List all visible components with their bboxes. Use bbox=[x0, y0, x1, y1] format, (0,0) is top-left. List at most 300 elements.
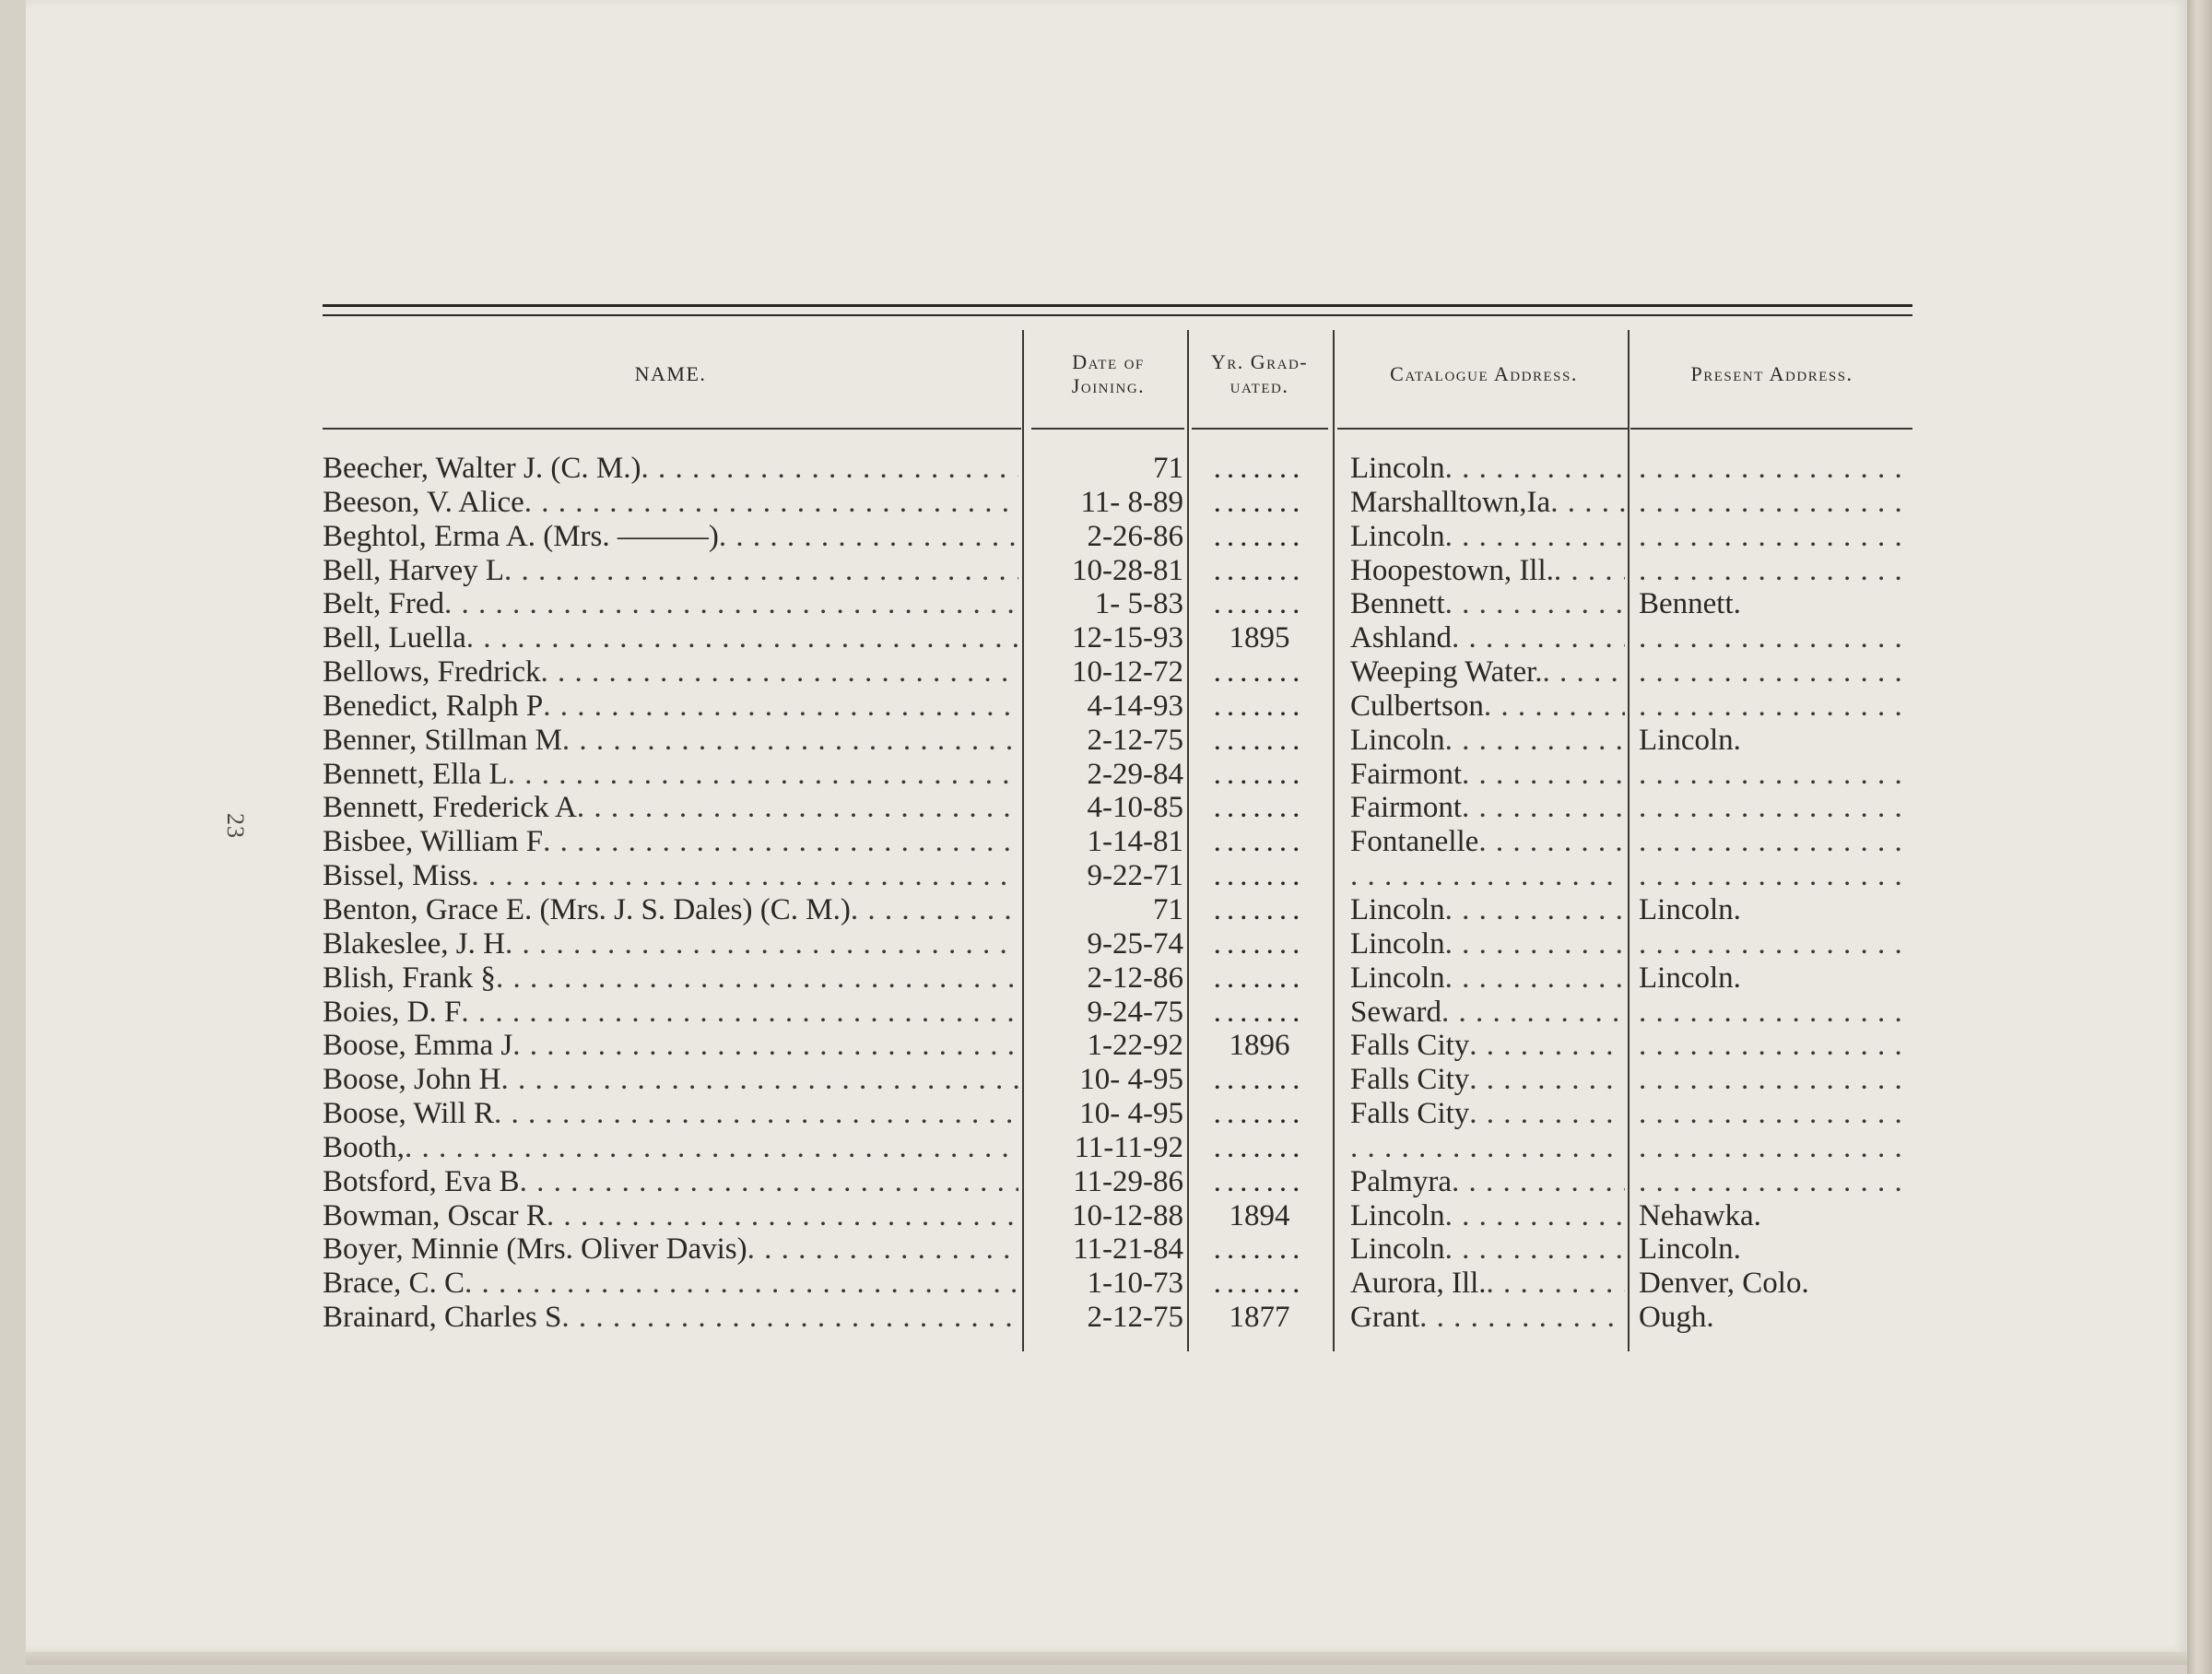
leader-dots bbox=[471, 859, 1018, 892]
cell-name bbox=[323, 859, 1018, 892]
grad-empty-dots: ....... bbox=[1213, 553, 1306, 587]
cell-present bbox=[1639, 1029, 1912, 1062]
cell-present bbox=[1639, 554, 1912, 587]
leader-dots bbox=[1639, 1097, 1912, 1130]
cell-date-text: 2-29-84 bbox=[1087, 757, 1183, 791]
cell-grad bbox=[1192, 724, 1327, 757]
cell-present bbox=[1639, 859, 1912, 892]
leader-dots bbox=[547, 1199, 1018, 1232]
grad-empty-dots: ....... bbox=[1213, 1164, 1306, 1198]
table-body bbox=[323, 452, 1912, 1335]
leader-dots bbox=[504, 554, 1018, 587]
leader-dots bbox=[1639, 1165, 1912, 1198]
cell-grad bbox=[1192, 927, 1327, 961]
cell-catalogue bbox=[1350, 996, 1625, 1029]
member-table bbox=[323, 304, 1912, 1335]
grad-empty-dots: ....... bbox=[1213, 825, 1306, 859]
leader-dots bbox=[508, 758, 1018, 791]
cell-date-text: 12-15-93 bbox=[1072, 621, 1183, 655]
cell-present-text: Nehawka. bbox=[1639, 1198, 1761, 1232]
cell-name bbox=[323, 1199, 1018, 1232]
cell-present bbox=[1639, 486, 1912, 519]
cell-grad bbox=[1192, 1063, 1327, 1096]
cell-name bbox=[323, 520, 1018, 553]
grad-empty-dots: ....... bbox=[1213, 1267, 1306, 1301]
leader-dots bbox=[540, 655, 1018, 689]
cell-name-text: Bissel, Miss bbox=[323, 859, 472, 893]
cell-date-text: 11-29-86 bbox=[1073, 1164, 1183, 1198]
cell-present bbox=[1639, 791, 1912, 824]
leader-dots bbox=[1639, 655, 1912, 689]
grad-empty-dots: ....... bbox=[1213, 723, 1306, 757]
cell-catalogue bbox=[1350, 690, 1625, 723]
cell-catalogue-text: Lincoln bbox=[1350, 961, 1445, 995]
cell-name-text: Boies, D. F bbox=[323, 995, 462, 1029]
cell-date bbox=[1033, 1199, 1183, 1232]
cell-grad-text: 1896 bbox=[1229, 1029, 1290, 1063]
leader-dots bbox=[1462, 791, 1625, 824]
cell-catalogue-text: Lincoln bbox=[1350, 1198, 1445, 1232]
cell-date-text: 9-24-75 bbox=[1087, 995, 1183, 1029]
leader-dots bbox=[851, 893, 1018, 926]
table-row bbox=[323, 452, 1912, 486]
grad-empty-dots: ....... bbox=[1213, 587, 1306, 621]
table-row bbox=[323, 1063, 1912, 1097]
cell-name bbox=[323, 655, 1018, 689]
cell-grad bbox=[1192, 520, 1327, 553]
cell-present bbox=[1639, 1199, 1912, 1232]
cell-catalogue-text: Grant bbox=[1350, 1301, 1420, 1335]
leader-dots bbox=[561, 1301, 1018, 1334]
leader-dots bbox=[1639, 791, 1912, 824]
cell-name-text: Blish, Frank § bbox=[323, 961, 496, 995]
cell-catalogue-text: Lincoln bbox=[1350, 1232, 1445, 1267]
cell-name bbox=[323, 927, 1018, 961]
table-row bbox=[323, 1097, 1912, 1131]
leader-dots bbox=[641, 452, 1018, 485]
cell-name-text: Brace, C. C bbox=[323, 1267, 465, 1301]
leader-dots bbox=[520, 1165, 1018, 1198]
cell-date-text: 4-10-85 bbox=[1087, 791, 1183, 825]
leader-dots bbox=[465, 1267, 1018, 1300]
cell-catalogue-text: Lincoln bbox=[1350, 519, 1445, 553]
cell-catalogue bbox=[1350, 452, 1625, 485]
cell-date-text: 11-21-84 bbox=[1073, 1232, 1183, 1267]
cell-date bbox=[1033, 621, 1183, 654]
cell-date bbox=[1033, 825, 1183, 858]
header-underline-date bbox=[1031, 428, 1184, 430]
header-grad-line1: Yr. Grad- bbox=[1210, 350, 1309, 373]
cell-grad bbox=[1192, 1131, 1327, 1164]
cell-name bbox=[323, 1097, 1018, 1130]
cell-catalogue-text: Fairmont bbox=[1350, 757, 1462, 791]
cell-catalogue bbox=[1350, 1029, 1625, 1062]
leader-dots bbox=[524, 486, 1018, 519]
leader-dots bbox=[1550, 486, 1625, 519]
leader-dots bbox=[719, 520, 1018, 553]
cell-name-text: Boose, John H bbox=[323, 1063, 501, 1097]
cell-date-text: 2-12-75 bbox=[1087, 723, 1183, 757]
cell-catalogue-text: Hoopestown, Ill. bbox=[1350, 553, 1554, 587]
leader-dots bbox=[1445, 1199, 1625, 1232]
cell-catalogue bbox=[1350, 825, 1625, 858]
cell-catalogue-text: Bennett bbox=[1350, 587, 1445, 621]
table-row bbox=[323, 1165, 1912, 1199]
cell-date-text: 11- 8-89 bbox=[1080, 485, 1183, 519]
leader-dots bbox=[1639, 996, 1912, 1029]
cell-catalogue bbox=[1350, 587, 1625, 620]
cell-catalogue bbox=[1350, 1232, 1625, 1266]
cell-name-text: Benton, Grace E. (Mrs. J. S. Dales) (C. M.) bbox=[323, 892, 851, 926]
header-present-label: Present Address. bbox=[1690, 362, 1853, 385]
cell-catalogue bbox=[1350, 758, 1625, 791]
table-row bbox=[323, 825, 1912, 859]
grad-empty-dots: ....... bbox=[1213, 485, 1306, 519]
header-name bbox=[323, 316, 1018, 432]
cell-grad bbox=[1192, 859, 1327, 892]
cell-name bbox=[323, 1267, 1018, 1300]
cell-date bbox=[1033, 961, 1183, 995]
grad-empty-dots: ....... bbox=[1213, 1063, 1306, 1097]
table-row bbox=[323, 1131, 1912, 1165]
cell-present bbox=[1639, 825, 1912, 858]
cell-date bbox=[1033, 554, 1183, 587]
cell-date bbox=[1033, 690, 1183, 723]
cell-name bbox=[323, 1301, 1018, 1334]
leader-dots bbox=[1469, 1029, 1625, 1062]
cell-name bbox=[323, 452, 1018, 485]
cell-date bbox=[1033, 1232, 1183, 1266]
cell-date-text: 10-12-72 bbox=[1072, 655, 1183, 690]
leader-dots bbox=[1419, 1301, 1625, 1334]
cell-name-text: Bellows, Fredrick bbox=[323, 655, 541, 690]
grad-empty-dots: ....... bbox=[1213, 1097, 1306, 1131]
leader-dots bbox=[1639, 520, 1912, 553]
cell-grad bbox=[1192, 655, 1327, 689]
header-date-line2: Joining. bbox=[1071, 374, 1146, 397]
leader-dots bbox=[1469, 1063, 1625, 1096]
grad-empty-dots: ....... bbox=[1213, 926, 1306, 961]
cell-name-text: Bennett, Ella L bbox=[323, 757, 508, 791]
header-grad-line2: uated. bbox=[1230, 374, 1289, 397]
cell-catalogue bbox=[1350, 554, 1625, 587]
grad-empty-dots: ....... bbox=[1213, 892, 1306, 926]
leader-dots bbox=[1445, 452, 1625, 485]
cell-name bbox=[323, 1232, 1018, 1266]
grad-empty-dots: ....... bbox=[1213, 757, 1306, 791]
cell-grad bbox=[1192, 758, 1327, 791]
leader-dots bbox=[505, 927, 1018, 961]
cell-date bbox=[1033, 724, 1183, 757]
cell-date bbox=[1033, 1063, 1183, 1096]
leader-dots bbox=[1484, 690, 1625, 723]
cell-catalogue-text: Lincoln bbox=[1350, 452, 1445, 485]
cell-grad bbox=[1192, 825, 1327, 858]
table-row bbox=[323, 520, 1912, 554]
cell-catalogue bbox=[1350, 1301, 1625, 1334]
cell-name-text: Booth, bbox=[323, 1130, 405, 1164]
cell-present bbox=[1639, 655, 1912, 689]
cell-name bbox=[323, 486, 1018, 519]
table-row bbox=[323, 1199, 1912, 1233]
header-date bbox=[1033, 316, 1183, 432]
header-present bbox=[1631, 316, 1912, 432]
leader-dots bbox=[1639, 554, 1912, 587]
cell-present bbox=[1639, 1063, 1912, 1096]
cell-name-text: Boyer, Minnie (Mrs. Oliver Davis) bbox=[323, 1232, 747, 1267]
cell-catalogue bbox=[1350, 520, 1625, 553]
cell-grad bbox=[1192, 587, 1327, 620]
cell-catalogue-text: Falls City bbox=[1350, 1063, 1470, 1097]
cell-catalogue-text: Lincoln bbox=[1350, 926, 1445, 961]
cell-grad bbox=[1192, 1301, 1327, 1334]
table-row bbox=[323, 724, 1912, 758]
leader-dots bbox=[496, 961, 1018, 995]
header-date-line1: Date of bbox=[1072, 350, 1145, 373]
leader-dots bbox=[1469, 1097, 1625, 1130]
cell-name bbox=[323, 961, 1018, 995]
cell-name bbox=[323, 996, 1018, 1029]
cell-date-text: 10-28-81 bbox=[1072, 553, 1183, 587]
leader-dots bbox=[1639, 621, 1912, 654]
leader-dots bbox=[747, 1232, 1018, 1266]
cell-present bbox=[1639, 1267, 1912, 1300]
cell-catalogue-text: Palmyra bbox=[1350, 1164, 1452, 1198]
cell-grad bbox=[1192, 996, 1327, 1029]
cell-present bbox=[1639, 1097, 1912, 1130]
cell-present-text: Lincoln. bbox=[1639, 723, 1741, 757]
leader-dots bbox=[1639, 1029, 1912, 1062]
cell-name bbox=[323, 825, 1018, 858]
grad-empty-dots: ....... bbox=[1213, 791, 1306, 825]
cell-name bbox=[323, 587, 1018, 620]
cell-present bbox=[1639, 996, 1912, 1029]
page-edge bbox=[26, 1652, 2187, 1665]
leader-dots bbox=[1639, 452, 1912, 485]
page-number: 23 bbox=[222, 813, 249, 839]
leader-dots bbox=[1445, 1232, 1625, 1266]
cell-date bbox=[1033, 996, 1183, 1029]
cell-catalogue bbox=[1350, 893, 1625, 926]
cell-grad-text: 1877 bbox=[1229, 1301, 1290, 1335]
leader-dots bbox=[1639, 859, 1912, 892]
cell-present-text: Bennett. bbox=[1639, 587, 1741, 621]
header-grad bbox=[1192, 316, 1327, 432]
cell-date-text: 9-25-74 bbox=[1087, 926, 1183, 961]
cell-grad bbox=[1192, 486, 1327, 519]
leader-dots bbox=[1639, 1063, 1912, 1096]
cell-grad bbox=[1192, 621, 1327, 654]
cell-grad bbox=[1192, 452, 1327, 485]
cell-catalogue-text: Aurora, Ill. bbox=[1350, 1267, 1487, 1301]
cell-date bbox=[1033, 1029, 1183, 1062]
cell-present bbox=[1639, 621, 1912, 654]
cell-grad bbox=[1192, 1267, 1327, 1300]
cell-present bbox=[1639, 587, 1912, 620]
grad-empty-dots: ....... bbox=[1213, 452, 1306, 485]
cell-grad-text: 1895 bbox=[1229, 621, 1290, 655]
leader-dots bbox=[543, 825, 1018, 858]
cell-present bbox=[1639, 1232, 1912, 1266]
cell-name bbox=[323, 554, 1018, 587]
cell-name-text: Brainard, Charles S bbox=[323, 1301, 562, 1335]
cell-name bbox=[323, 690, 1018, 723]
cell-catalogue bbox=[1350, 1165, 1625, 1198]
table-top-rule bbox=[323, 304, 1912, 307]
cell-present bbox=[1639, 1165, 1912, 1198]
leader-dots bbox=[1445, 961, 1625, 995]
leader-dots bbox=[1639, 690, 1912, 723]
cell-date bbox=[1033, 452, 1183, 485]
leader-dots bbox=[500, 1063, 1018, 1096]
cell-date-text: 1-10-73 bbox=[1087, 1267, 1183, 1301]
cell-present bbox=[1639, 1131, 1912, 1164]
cell-grad bbox=[1192, 1199, 1327, 1232]
grad-empty-dots: ....... bbox=[1213, 995, 1306, 1029]
leader-dots bbox=[577, 791, 1018, 824]
cell-date bbox=[1033, 927, 1183, 961]
grad-empty-dots: ....... bbox=[1213, 655, 1306, 690]
cell-date-text: 71 bbox=[1153, 452, 1183, 485]
cell-name-text: Blakeslee, J. H bbox=[323, 926, 505, 961]
table-row bbox=[323, 1029, 1912, 1063]
leader-dots bbox=[1554, 554, 1625, 587]
header-name-label: NAME. bbox=[634, 362, 707, 385]
table-row bbox=[323, 758, 1912, 792]
leader-dots bbox=[1350, 1131, 1625, 1164]
cell-date-text: 2-12-86 bbox=[1087, 961, 1183, 995]
cell-catalogue-text: Seward bbox=[1350, 995, 1441, 1029]
cell-date-text: 10-12-88 bbox=[1072, 1198, 1183, 1232]
leader-dots bbox=[1452, 621, 1625, 654]
table-row bbox=[323, 961, 1912, 996]
header-underline-catalogue bbox=[1337, 428, 1628, 430]
cell-name-text: Boose, Will R bbox=[323, 1097, 494, 1131]
cell-name bbox=[323, 621, 1018, 654]
leader-dots bbox=[1487, 1267, 1625, 1300]
cell-name-text: Bowman, Oscar R bbox=[323, 1198, 547, 1232]
cell-name-text: Beecher, Walter J. (C. M.) bbox=[323, 452, 641, 485]
leader-dots bbox=[562, 724, 1018, 757]
book-spine bbox=[2187, 0, 2212, 1674]
cell-grad bbox=[1192, 791, 1327, 824]
cell-name bbox=[323, 1063, 1018, 1096]
table-row bbox=[323, 486, 1912, 520]
grad-empty-dots: ....... bbox=[1213, 859, 1306, 893]
cell-date bbox=[1033, 486, 1183, 519]
cell-catalogue bbox=[1350, 655, 1625, 689]
leader-dots bbox=[405, 1131, 1018, 1164]
leader-dots bbox=[512, 1029, 1018, 1062]
cell-name-text: Bisbee, William F bbox=[323, 825, 544, 859]
cell-catalogue bbox=[1350, 1267, 1625, 1300]
cell-date-text: 2-26-86 bbox=[1087, 519, 1183, 553]
cell-grad-text: 1894 bbox=[1229, 1198, 1290, 1232]
header-underline-present bbox=[1630, 428, 1912, 430]
table-row bbox=[323, 554, 1912, 588]
header-catalogue bbox=[1336, 316, 1631, 432]
cell-date-text: 1-14-81 bbox=[1087, 825, 1183, 859]
leader-dots bbox=[1452, 1165, 1625, 1198]
table-row bbox=[323, 893, 1912, 927]
leader-dots bbox=[1639, 1131, 1912, 1164]
leader-dots bbox=[1350, 859, 1625, 892]
cell-catalogue bbox=[1350, 927, 1625, 961]
cell-date-text: 10- 4-95 bbox=[1079, 1063, 1183, 1097]
grad-empty-dots: ....... bbox=[1213, 689, 1306, 723]
cell-date bbox=[1033, 758, 1183, 791]
cell-catalogue-text: Fontanelle bbox=[1350, 825, 1479, 859]
cell-catalogue-text: Lincoln bbox=[1350, 723, 1445, 757]
cell-name-text: Benedict, Ralph P bbox=[323, 689, 544, 723]
cell-present bbox=[1639, 927, 1912, 961]
cell-date bbox=[1033, 587, 1183, 620]
cell-name-text: Benner, Stillman M bbox=[323, 723, 562, 757]
cell-date bbox=[1033, 1301, 1183, 1334]
cell-date bbox=[1033, 1097, 1183, 1130]
cell-name-text: Bell, Harvey L bbox=[323, 553, 505, 587]
cell-present bbox=[1639, 520, 1912, 553]
leader-dots bbox=[1445, 587, 1625, 620]
table-row bbox=[323, 791, 1912, 825]
cell-date-text: 10- 4-95 bbox=[1079, 1097, 1183, 1131]
cell-date bbox=[1033, 520, 1183, 553]
cell-name bbox=[323, 758, 1018, 791]
cell-catalogue-text: Fairmont bbox=[1350, 791, 1462, 825]
header-underline-name bbox=[323, 428, 1021, 430]
cell-name bbox=[323, 791, 1018, 824]
cell-catalogue-text: Weeping Water. bbox=[1350, 655, 1543, 690]
cell-date-text: 71 bbox=[1153, 892, 1183, 926]
cell-name bbox=[323, 1165, 1018, 1198]
cell-present bbox=[1639, 724, 1912, 757]
cell-catalogue-text: Marshalltown,Ia bbox=[1350, 485, 1551, 519]
leader-dots bbox=[1543, 655, 1625, 689]
cell-present bbox=[1639, 690, 1912, 723]
leader-dots bbox=[1441, 996, 1625, 1029]
cell-name bbox=[323, 893, 1018, 926]
leader-dots bbox=[466, 621, 1018, 654]
table-row bbox=[323, 1267, 1912, 1301]
cell-name-text: Beeson, V. Alice bbox=[323, 485, 524, 519]
cell-catalogue bbox=[1350, 724, 1625, 757]
cell-date bbox=[1033, 893, 1183, 926]
cell-date-text: 1-22-92 bbox=[1087, 1029, 1183, 1063]
leader-dots bbox=[1639, 758, 1912, 791]
cell-present-text: Lincoln. bbox=[1639, 961, 1741, 995]
cell-present-text: Ough. bbox=[1639, 1301, 1714, 1335]
leader-dots bbox=[1445, 927, 1625, 961]
cell-catalogue bbox=[1350, 791, 1625, 824]
grad-empty-dots: ....... bbox=[1213, 1130, 1306, 1164]
cell-name-text: Bell, Luella bbox=[323, 621, 466, 655]
cell-catalogue-text: Ashland bbox=[1350, 621, 1452, 655]
leader-dots bbox=[1478, 825, 1625, 858]
cell-grad bbox=[1192, 1029, 1327, 1062]
cell-present bbox=[1639, 1301, 1912, 1334]
table-header bbox=[323, 316, 1912, 432]
table-row bbox=[323, 859, 1912, 893]
cell-catalogue bbox=[1350, 1063, 1625, 1096]
cell-catalogue bbox=[1350, 621, 1625, 654]
cell-present-text: Lincoln. bbox=[1639, 1232, 1741, 1267]
cell-date-text: 11-11-92 bbox=[1074, 1130, 1183, 1164]
cell-name bbox=[323, 1029, 1018, 1062]
table-row bbox=[323, 621, 1912, 655]
leader-dots bbox=[1445, 520, 1625, 553]
header-catalogue-label: Catalogue Address. bbox=[1390, 362, 1578, 385]
leader-dots bbox=[444, 587, 1018, 620]
